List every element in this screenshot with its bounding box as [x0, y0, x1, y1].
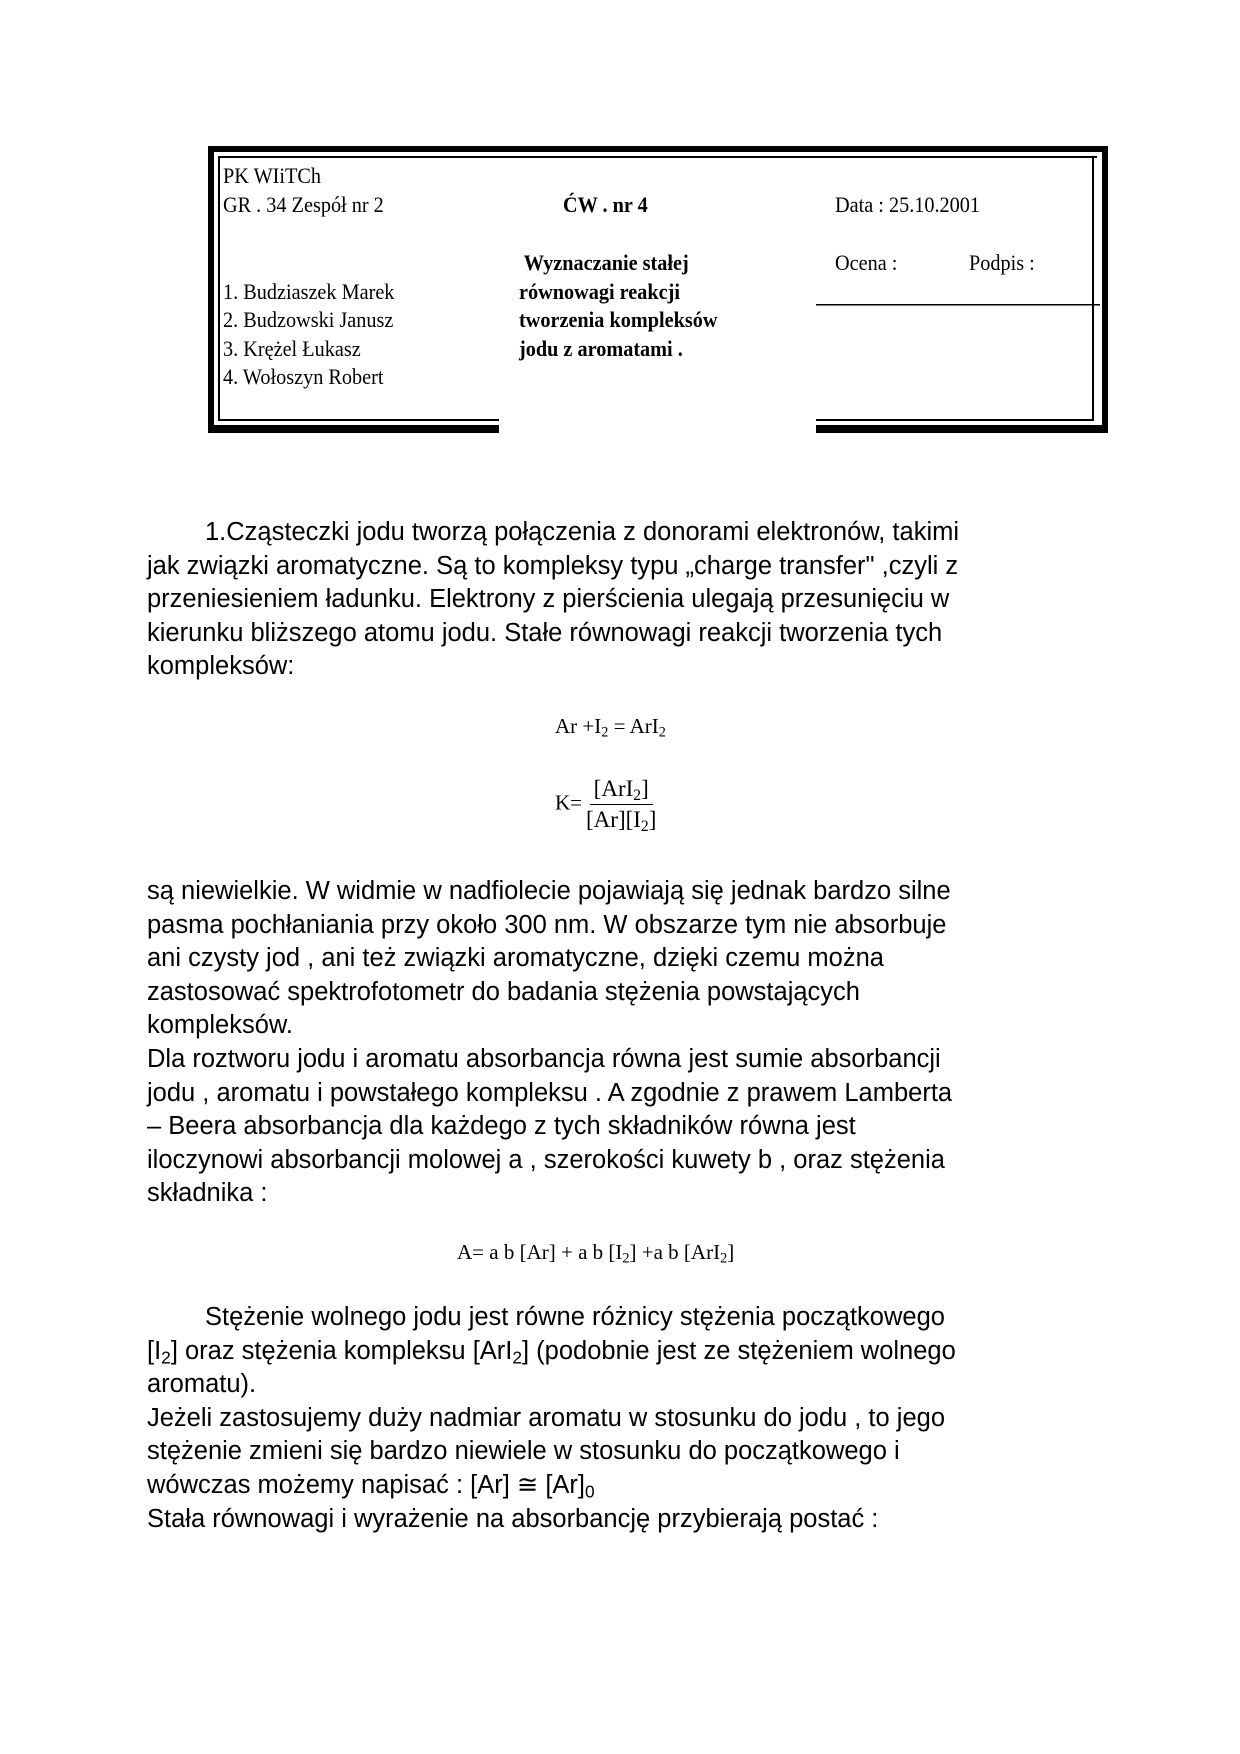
paragraph-absorbance: są niewielkie. W widmie w nadfiolecie pojawiają się jednak bardzo silne pasma pochłaniania przy około 300 nm. W obszarze tym nie absorbuje ani czysty jod , ani też związki aromatyczne, dzięki czemu można zastosować spektrofotometr do badania stężenia powstających kompleksów. Dla roztworu jodu i aromatu absorbancja równa jest sumie absorbancji jodu , aromatu i powstałego kompleksu . A zgodnie z prawem Lamberta – Beera absorbancja dla każdego z tych składników równa jest iloczynowi absorbancji molowej a , szerokości kuwety b , oraz stężenia składnika : — [147, 877, 953, 1208]
absorbance-equation: A= a b [Ar] + a b $[I_2] +a$ b [ArI$_2$] — [457, 1240, 735, 1267]
member: 4. Wołoszyn Robert — [223, 364, 384, 389]
reaction-equation: $Ar +I_2 = ArI_2$ — [555, 714, 666, 741]
grade-label: Ocena : — [835, 250, 898, 275]
signature-label: Podpis : — [969, 250, 1035, 275]
member: 2. Budzowski Janusz — [223, 307, 394, 332]
member: 1. Budziaszek Marek — [223, 279, 395, 304]
paragraph-free-iodine: Stężenie wolnego jodu jest równe różnicy stężenia początkowego $[I_2]$ oraz stężenia kompleksu [ArI$_2$] (podobnie jest ze stężeniem wolnego aromatu). Jeżeli zastosujemy duży nadmiar aromatu w stosunku do jodu , to jego stężenie zmieni się bardzo niewiele w stosunku do początkowego i wówczas możemy napisać : [Ar] ≅ $[Ar]_0$ Stała równowagi i wyrażenie na absorbancję przybierają postać : — [147, 1303, 956, 1533]
equilibrium-constant-formula: K= $\frac{[ArI_2]}{[Ar][I_2]}$ — [555, 776, 657, 835]
exercise-title: jodu z aromatami . — [519, 336, 683, 361]
institution: PK WIiTCh — [223, 163, 322, 188]
group-team: GR . 34 Zespół nr 2 — [223, 192, 384, 217]
exercise-title: tworzenia kompleksów — [519, 307, 718, 332]
date: Data : 25.10.2001 — [835, 192, 981, 217]
exercise-title: równowagi reakcji — [519, 279, 680, 304]
exercise-title: Wyznaczanie stałej — [519, 250, 689, 275]
member: 3. Krężel Łukasz — [223, 336, 361, 361]
exercise-number: ĆW . nr 4 — [563, 192, 648, 217]
paragraph-intro: 1.Cząsteczki jodu tworzą połączenia z donorami elektronów, takimi jak związki aromatyczne. Są to kompleksy typu „charge transfer" ,czyli z przeniesieniem ładunku. Elektrony z pierścienia ulegają przesunięciu w kierunku bliższego atomu jodu. Stałe równowagi reakcji tworzenia tych kompleksów: — [147, 518, 960, 681]
